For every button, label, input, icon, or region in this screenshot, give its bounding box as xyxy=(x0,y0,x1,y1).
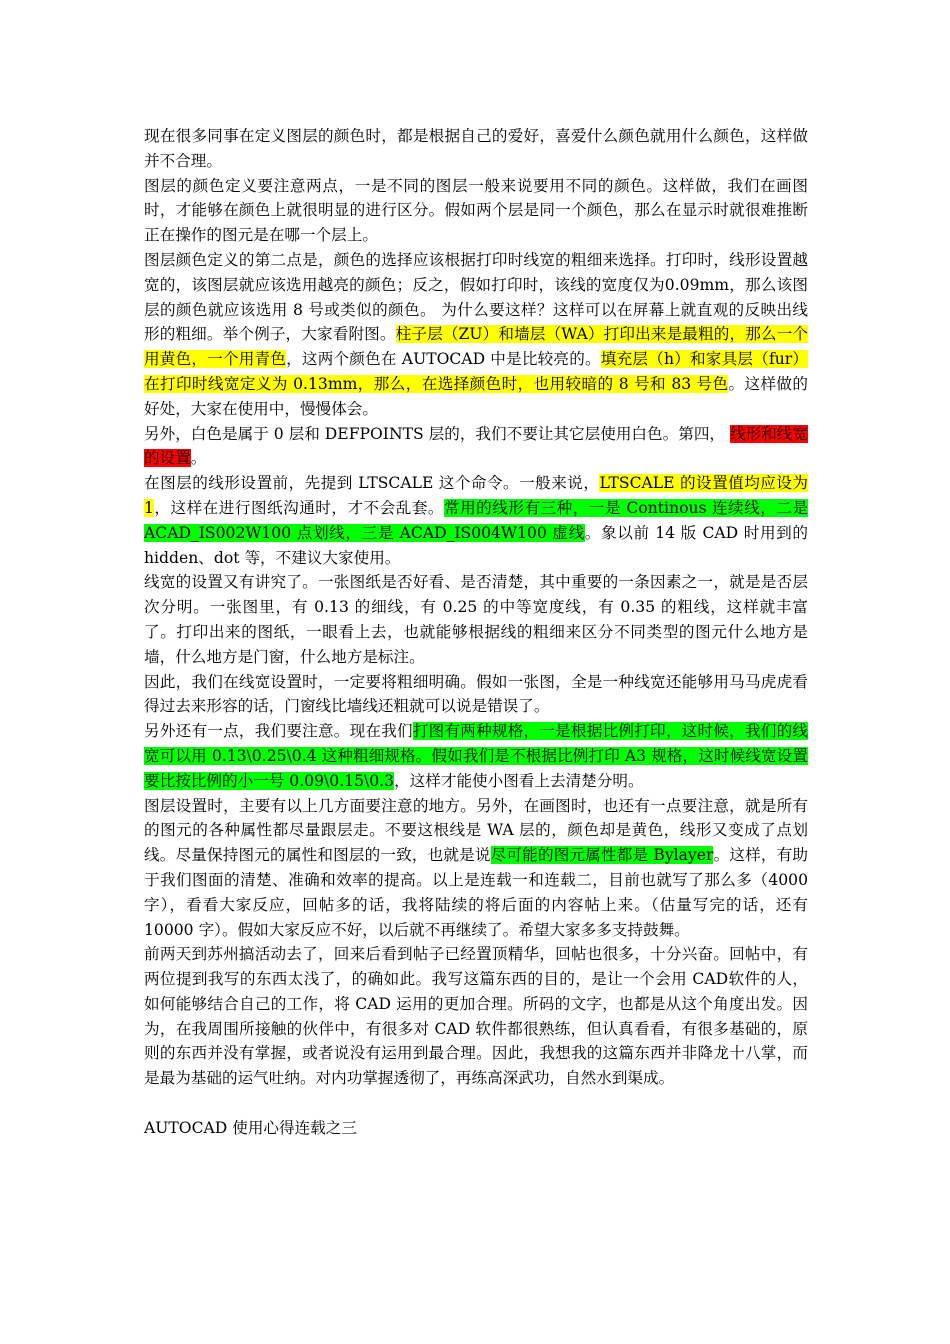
paragraph xyxy=(144,570,808,669)
text-run: ，这样在进行图纸沟通时，才不会乱套。 xyxy=(153,498,444,517)
highlighted-text: 打图有两种规格，一是根据比例打印，这时候，我们的线宽可以用 0.13\0.25\0.4 这种粗细规格。假如我们是不根据比例打印 A3 规格，这时候线宽设置要比按比例的小一号 0.09\0.15\0.3 xyxy=(144,722,808,790)
paragraph xyxy=(144,248,808,422)
text-run: 。 xyxy=(190,449,207,468)
text-run: ，这两个颜色在 AUTOCAD 中是比较亮的。 xyxy=(286,350,601,369)
document-body xyxy=(144,124,808,1091)
highlighted-text: LTSCALE 的设置值均应设为 1 xyxy=(144,474,809,517)
paragraph xyxy=(144,124,808,174)
highlighted-text: 常用的线形有三种，一是 Continous 连续线，二是 ACAD_IS002W100 点划线，三是 ACAD_IS004W100 虚线 xyxy=(144,498,808,542)
paragraph xyxy=(144,794,808,943)
text-run: 因此，我们在线宽设置时，一定要将粗细明确。假如一张图，全是一种线宽还能够用马马虎虎看得过去来形容的话，门窗线比墙线还粗就可以说是错误了。 xyxy=(144,672,808,716)
document-page xyxy=(144,124,808,1141)
text-run: 图层设置时，主要有以上几方面要注意的地方。另外，在画图时，也还有一点要注意，就是所有的图元的各种属性都尽量跟层走。不要这根线是 WA 层的，颜色却是黄色，线形又变成了点划线。尽量保持图元的属性和图层的一致，也就是说 xyxy=(144,796,808,865)
paragraph xyxy=(144,719,808,793)
text-run: ，这样才能使小图看上去清楚分明。 xyxy=(394,771,644,790)
text-run: 现在很多同事在定义图层的颜色时，都是根据自己的爱好，喜爱什么颜色就用什么颜色，这样做并不合理。 xyxy=(144,127,808,170)
text-run: 图层的颜色定义要注意两点，一是不同的图层一般来说要用不同的颜色。这样做，我们在画图时，才能够在颜色上就很明显的进行区分。假如两个层是同一个颜色，那么在显示时就很难推断正在操作的图元是在哪一个层上。 xyxy=(144,176,808,245)
text-run: 。这样做的好处，大家在使用中，慢慢体会。 xyxy=(144,374,808,418)
text-run: 另外，白色是属于 0 层和 DEFPOINTS 层的，我们不要让其它层使用白色。第四， xyxy=(144,424,730,443)
paragraph xyxy=(144,942,808,1091)
highlighted-text: 柱子层（ZU）和墙层（WA）打印出来是最粗的，那么一个用黄色，一个用青色 xyxy=(144,325,808,369)
paragraph xyxy=(144,174,808,248)
paragraph xyxy=(144,670,808,720)
section-heading: AUTOCAD 使用心得连载之三 xyxy=(144,1118,357,1137)
paragraph xyxy=(144,422,808,472)
text-run: 前两天到苏州搞活动去了，回来后看到帖子已经置顶精华，回帖也很多，十分兴奋。回帖中，有两位提到我写的东西太浅了，的确如此。我写这篇东西的目的，是让一个会用 CAD软件的人，如何能够结合自己的工作，将 CAD 运用的更加合理。所码的文字，也都是从这个角度出发。因为，在我周围所接触的伙伴中，有很多对 CAD 软件都很熟练，但认真看看，有很多基础的，原则的东西并没有掌握，或者说没有运用到最合理。因此，我想我的这篇东西并非降龙十八掌，而是最为基础的运气吐纳。对内功掌握透彻了，再练高深武功，自然水到渠成。 xyxy=(144,945,808,1088)
highlighted-text: 填充层（h）和家具层（fur）在打印时线宽定义为 0.13mm，那么，在选择颜色时，也用较暗的 8 号和 83 号色 xyxy=(144,350,809,393)
paragraph xyxy=(144,471,808,570)
text-run: 在图层的线形设置前，先提到 LTSCALE 这个命令。一般来说， xyxy=(144,474,600,493)
text-run: 。这样，有助于我们图面的清楚、准确和效率的提高。以上是连载一和连载二，目前也就写了那么多（4000 字），看看大家反应，回帖多的话，我将陆续的将后面的内容帖上来。（估量写完的话，还有 10000 字）。假如大家反应不好，以后就不再继续了。希望大家多多支持鼓舞。 xyxy=(144,846,808,939)
text-run: 图层颜色定义的第二点是，颜色的选择应该根据打印时线宽的粗细来选择。打印时，线形设置越宽的，该图层就应该选用越亮的颜色；反之，假如打印时，该线的宽度仅为0.09mm，那么该图层的颜色就应该选用 8 号或类似的颜色。 为什么要这样？这样可以在屏幕上就直观的反映出线形的粗细。举个例子，大家看附图。 xyxy=(144,250,808,344)
text-run: 线宽的设置又有讲究了。一张图纸是否好看、是否清楚，其中重要的一条因素之一，就是是否层次分明。一张图里，有 0.13 的细线，有 0.25 的中等宽度线，有 0.35 的粗线，这样就丰富了。打印出来的图纸，一眼看上去，也就能够根据线的粗细来区分不同类型的图元什么地方是墙，什么地方是门窗，什么地方是标注。 xyxy=(144,573,808,666)
text-run: 。象以前 14 版 CAD 时用到的 hidden、dot 等，不建议大家使用。 xyxy=(144,523,808,567)
highlighted-text: 尽可能的图元属性都是 Bylayer xyxy=(490,846,714,865)
highlighted-text: 线形和线宽的设置 xyxy=(144,424,808,468)
text-run: 另外还有一点，我们要注意。现在我们 xyxy=(144,722,413,741)
